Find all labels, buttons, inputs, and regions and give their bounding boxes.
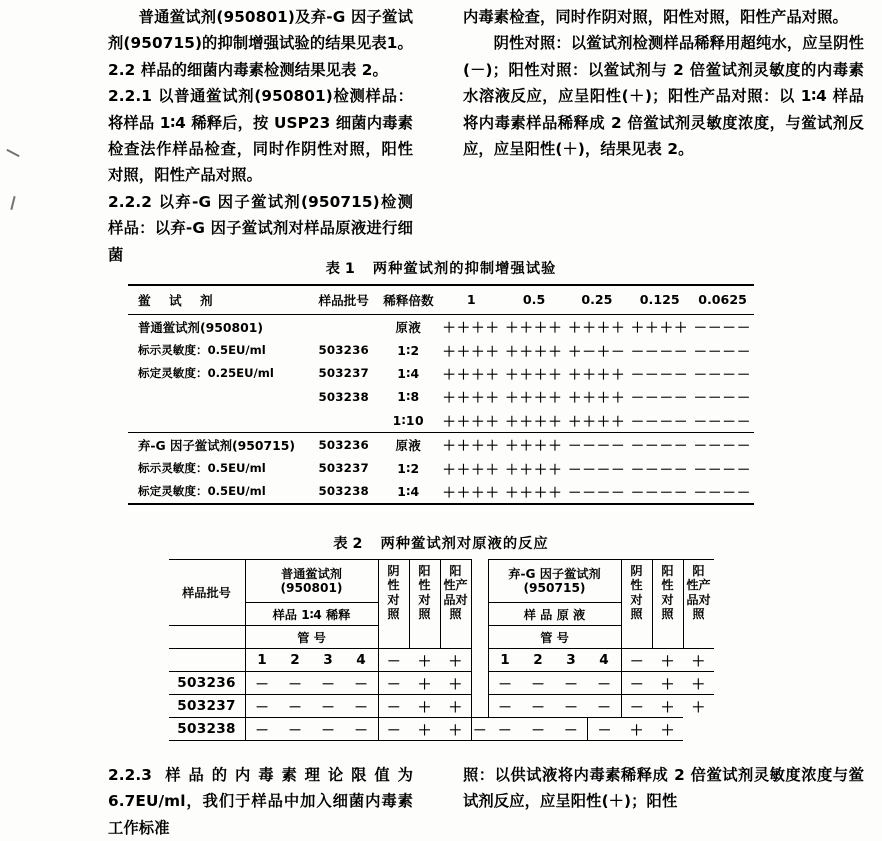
lbl: 性 (661, 578, 674, 593)
result: ＋＋＋＋ (505, 414, 563, 430)
table2-header-tube (169, 626, 714, 649)
th-conc-1: 1 (466, 292, 476, 307)
right-tube-value: － (522, 695, 555, 718)
result: －－－－ (630, 414, 689, 430)
right-tube-value: － (522, 718, 555, 741)
right-text-column (441, 4, 882, 268)
left-tube-value: － (245, 718, 279, 741)
lbl: 阴 (630, 563, 643, 578)
th-left-tube-4: 4 (345, 649, 379, 672)
result: ＋＋＋＋ (568, 414, 626, 430)
th-right-sample-label: 样 品 原 液 (488, 603, 621, 626)
lbl: 阳 (692, 563, 705, 578)
lbl: 对 (661, 592, 674, 607)
table2-number: 表 2 (333, 536, 363, 552)
body-columns (0, 4, 882, 268)
result: －－－－ (693, 414, 752, 430)
table1-row (128, 432, 754, 456)
th-left-tube-1: 1 (245, 649, 279, 672)
dilution: 1∶4 (397, 365, 420, 381)
left-control-value: ＋ (409, 672, 440, 695)
result: ＋＋＋＋ (505, 367, 563, 383)
th-left-reagent (245, 560, 378, 603)
table1 (128, 284, 754, 505)
left-control-value: ＋ (409, 718, 440, 741)
right-tube-value: － (555, 718, 588, 741)
result: －－－－ (693, 439, 752, 455)
left-tube-value: － (345, 672, 379, 695)
dilution: 1∶8 (397, 389, 420, 405)
left-control-value: － (378, 672, 409, 695)
right-tube-value: － (488, 672, 522, 695)
table1-block (0, 258, 882, 505)
paragraph-section-2-2-3: 2.2.3 样品的内毒素理论限值为 6.7EU/ml，我们于样品中加入细菌内毒素工作标准 (108, 766, 413, 837)
lbl: 对 (630, 592, 643, 607)
table1-header-row (128, 285, 754, 315)
lbl: 性 (387, 578, 400, 593)
result: －－－－ (630, 439, 689, 455)
lot-number: 503238 (169, 718, 246, 741)
lbl: 照 (661, 607, 674, 622)
th-left-sample-label: 样品 1∶4 稀释 (245, 603, 378, 626)
lot-number (310, 409, 377, 433)
th-right-tube-1: 1 (488, 649, 522, 672)
reagent-calibrated-label: 标定灵敏度：0.25EU/ml (138, 366, 274, 381)
left-tube-value: － (245, 672, 279, 695)
th-right-pos-product-control (683, 560, 714, 626)
th-left-pos-control (409, 560, 440, 626)
result: ＋＋＋＋ (568, 391, 626, 407)
table2-block (0, 533, 882, 741)
paragraph: 内毒素检查，同时作阴对照，阳性对照，阳性产品对照。 (463, 8, 848, 26)
th-left-tube-3: 3 (323, 652, 333, 668)
result: －－－－ (568, 462, 626, 478)
lot-blank (169, 649, 246, 672)
th-conc-0p0625: 0.0625 (698, 292, 747, 307)
right-control-value: － (621, 695, 652, 718)
left-control-value: ＋ (440, 695, 471, 718)
left-ctrl-head-val: － (386, 654, 401, 670)
bottom-columns (0, 762, 882, 841)
result: ＋＋＋＋ (442, 414, 500, 430)
right-ctrl-head-val: ＋ (691, 654, 706, 670)
right-tube-value: － (588, 672, 622, 695)
table1-row (128, 480, 754, 504)
lbl: 品对 (443, 592, 468, 607)
reagent-label: 普通鲎试剂(950801) (138, 319, 264, 335)
result: －－－－ (693, 485, 752, 501)
table1-number: 表 1 (325, 261, 355, 277)
result: ＋－＋－ (568, 344, 626, 360)
reagent-label: 弃-G 因子鲎试剂(950715) (138, 437, 296, 453)
th-lot: 样品批号 (169, 560, 246, 626)
left-tube-value: － (312, 695, 345, 718)
lot-number: 503237 (318, 366, 369, 381)
result: ＋＋＋＋ (505, 485, 563, 501)
result: －－－－ (630, 344, 689, 360)
right-ctrl-blank (652, 626, 683, 649)
th-dilution: 稀释倍数 (383, 293, 434, 308)
left-tube-value: － (279, 695, 312, 718)
reagent-calibrated-label: 标定灵敏度：0.5EU/ml (138, 484, 266, 499)
left-control-value: － (378, 718, 409, 741)
table1-row (128, 409, 754, 433)
dilution: 原液 (395, 437, 422, 453)
table1-row (128, 456, 754, 479)
reagent-label-blank (128, 409, 310, 433)
result: ＋＋＋＋ (442, 462, 500, 478)
th-right-neg-control (621, 560, 652, 626)
table2-row (169, 718, 714, 741)
result: ＋＋＋＋ (505, 462, 563, 478)
table1-row (128, 338, 754, 361)
th-right-tube-3: 3 (566, 652, 576, 668)
left-tube-value: － (345, 695, 379, 718)
table1-row (128, 315, 754, 339)
result: －－－－ (693, 462, 752, 478)
right-reagent-line2: (950715) (523, 581, 586, 595)
lot-number: 503236 (318, 343, 369, 358)
right-tube-value: － (588, 695, 622, 718)
th-right-pos-control (652, 560, 683, 626)
lot-number: 503237 (169, 695, 246, 718)
dilution: 1∶2 (397, 342, 420, 358)
reagent-label-blank (128, 385, 310, 408)
left-reagent-line2: (950801) (280, 581, 343, 595)
paragraph-section-2-2: 2.2 样品的细菌内毒素检测结果见表 2。 (108, 60, 388, 79)
bottom-right-column (441, 762, 882, 841)
lbl: 性 (418, 578, 431, 593)
dilution: 1∶2 (397, 460, 420, 476)
left-ctrl-blank (378, 626, 409, 649)
right-control-value: ＋ (652, 695, 683, 718)
left-tube-value: － (312, 672, 345, 695)
right-ctrl-head-val: ＋ (660, 654, 675, 670)
lbl: 对 (418, 592, 431, 607)
right-control-value: ＋ (652, 672, 683, 695)
lbl: 照 (418, 607, 431, 622)
right-control-value: ＋ (652, 718, 683, 741)
left-control-value: － (378, 695, 409, 718)
lbl: 阳 (449, 563, 462, 578)
right-tube-value: － (555, 672, 588, 695)
right-control-value: － (588, 718, 622, 741)
right-ctrl-blank (683, 626, 714, 649)
table1-row (128, 362, 754, 385)
th-right-reagent (488, 560, 621, 603)
reagent-sensitivity-label: 标示灵敏度：0.5EU/ml (138, 461, 266, 476)
result: －－－－ (630, 391, 689, 407)
right-control-value: － (621, 672, 652, 695)
lbl: 阴 (387, 563, 400, 578)
lbl: 性产 (686, 578, 711, 593)
result: ＋＋＋＋ (568, 321, 626, 337)
result: ＋＋＋＋ (568, 367, 626, 383)
paragraph-section-2-2-1: 2.2.1 以普通鲎试剂(950801)检测样品：将样品 1∶4 稀释后，按 USP23 细菌内毒素检查法作样品检查，同时作阴性对照，阳性对照，阳性产品对照。 (108, 87, 413, 185)
result: ＋＋＋＋ (505, 321, 563, 337)
result: －－－－ (693, 344, 752, 360)
left-tube-value: － (245, 695, 279, 718)
table1-caption (0, 258, 882, 278)
left-text-column (0, 4, 441, 268)
th-conc-0p125: 0.125 (639, 292, 680, 307)
th-right-tube-4: 4 (588, 649, 622, 672)
lbl: 性产 (443, 578, 468, 593)
left-tube-value: － (312, 718, 345, 741)
right-ctrl-blank (621, 626, 652, 649)
dilution: 原液 (395, 319, 422, 335)
th-reagent: 鲎 试 剂 (138, 293, 220, 308)
right-ctrl-head-val: － (629, 654, 644, 670)
table2-row (169, 672, 714, 695)
lbl: 对 (387, 592, 400, 607)
right-tube-value: － (555, 695, 588, 718)
lot-blank (169, 626, 246, 649)
lbl: 阳 (661, 563, 674, 578)
result: －－－－ (693, 391, 752, 407)
dilution: 1∶4 (397, 483, 420, 499)
th-left-pos-product-control (440, 560, 471, 626)
right-tube-value: － (522, 672, 555, 695)
paragraph-section-2-2-2: 2.2.2 以弃-G 因子鲎试剂(950715)检测样品：以弃-G 因子鲎试剂对样品原液进行细菌 (108, 192, 413, 264)
right-control-value: ＋ (621, 718, 652, 741)
lbl: 性 (630, 578, 643, 593)
dilution: 1∶10 (392, 412, 425, 428)
table2-header-numbers (169, 649, 714, 672)
th-conc-0p25: 0.25 (581, 292, 613, 307)
table2-title-text: 两种鲎试剂对原液的反应 (380, 536, 549, 552)
result: －－－－ (630, 367, 689, 383)
right-reagent-line1: 弃-G 因子鲎试剂 (508, 566, 601, 581)
lot-number: 503238 (318, 484, 369, 499)
left-ctrl-head-val: ＋ (440, 649, 471, 672)
lot-number (310, 315, 377, 339)
lbl: 品对 (686, 592, 711, 607)
table2-center-gap (471, 560, 488, 718)
left-ctrl-blank (409, 626, 440, 649)
reagent-sensitivity-label: 标示灵敏度：0.5EU/ml (138, 343, 266, 358)
lot-number: 503237 (318, 461, 369, 476)
th-right-tube-2: 2 (533, 652, 543, 668)
th-left-tube-2: 2 (290, 652, 300, 668)
result: ＋＋＋＋ (505, 391, 563, 407)
left-reagent-line1: 普通鲎试剂 (281, 566, 342, 581)
left-tube-value: － (279, 672, 312, 695)
lbl: 照 (387, 607, 400, 622)
lbl: 阳 (418, 563, 431, 578)
result: ＋＋＋＋ (442, 344, 500, 360)
lot-number: 503236 (169, 672, 246, 695)
right-tube-value: － (488, 718, 522, 741)
right-control-value: ＋ (683, 672, 714, 695)
left-ctrl-head-val: ＋ (417, 654, 432, 670)
result: ＋＋＋＋ (442, 391, 500, 407)
result: －－－－ (630, 462, 689, 478)
bottom-left-column (0, 762, 441, 841)
right-tube-value: － (471, 718, 488, 741)
th-left-tube-label: 管 号 (245, 626, 378, 649)
th-left-neg-control (378, 560, 409, 626)
right-control-value: ＋ (683, 695, 714, 718)
left-control-value: ＋ (440, 672, 471, 695)
result: ＋＋＋＋ (505, 344, 563, 360)
table2-caption (0, 533, 882, 553)
result: －－－－ (568, 485, 626, 501)
lot-number: 503236 (318, 437, 369, 452)
left-tube-value: － (279, 718, 312, 741)
paragraph-continuation: 照：以供试液将内毒素稀释成 2 倍鲎试剂灵敏度浓度与鲎试剂反应，应呈阳性(＋)；阳性 (463, 766, 864, 811)
table2-row (169, 695, 714, 718)
th-conc-0p5: 0.5 (522, 292, 546, 307)
result: －－－－ (693, 321, 752, 337)
result: ＋＋＋＋ (505, 439, 563, 455)
left-control-value: ＋ (409, 695, 440, 718)
result: ＋＋＋＋ (442, 367, 500, 383)
result: ＋＋＋＋ (442, 439, 500, 455)
result: ＋＋＋＋ (442, 485, 500, 501)
result: －－－－ (630, 485, 689, 501)
right-tube-value: － (488, 695, 522, 718)
lbl: 照 (449, 607, 462, 622)
left-control-value: ＋ (440, 718, 471, 741)
table2 (169, 559, 714, 741)
result: －－－－ (693, 367, 752, 383)
table1-title-text: 两种鲎试剂的抑制增强试验 (372, 261, 557, 277)
result: －－－－ (568, 439, 626, 455)
table1-row (128, 385, 754, 408)
paragraph: 普通鲎试剂(950801)及弃-G 因子鲎试剂(950715)的抑制增强试验的结果见表1。 (108, 8, 413, 53)
th-lot: 样品批号 (318, 293, 369, 308)
result: ＋＋＋＋ (630, 321, 689, 337)
result: ＋＋＋＋ (442, 321, 500, 337)
lbl: 照 (630, 607, 643, 622)
lbl: 照 (692, 607, 705, 622)
lot-number: 503238 (318, 389, 369, 404)
left-ctrl-blank (440, 626, 471, 649)
paragraph-controls: 阴性对照：以鲎试剂检测样品稀释用超纯水，应呈阴性(－)；阳性对照：以鲎试剂与 2 倍鲎试剂灵敏度的内毒素水溶液反应，应呈阳性(＋)；阳性产品对照：以 1∶4 样品将内毒素样品稀释成 2 倍鲎试剂灵敏度浓度，与鲎试剂反应，应呈阳性(＋)，结果见表 2。 (463, 34, 864, 159)
th-right-tube-label: 管 号 (488, 626, 621, 649)
left-tube-value: － (345, 718, 379, 741)
